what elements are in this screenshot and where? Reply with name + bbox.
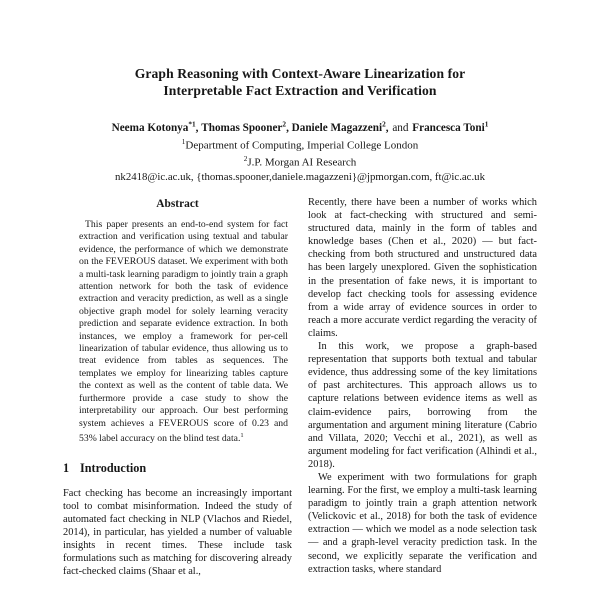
abstract-heading: Abstract (156, 198, 199, 210)
author-separator: , (385, 121, 389, 134)
section-heading-introduction (63, 461, 292, 476)
affiliation-1 (0, 135, 600, 153)
author-byline (0, 117, 600, 135)
right-column (308, 196, 537, 576)
author-emails: nk2418@ic.ac.uk, {thomas.spooner,daniele.magazzeni}@jpmorgan.com, ft@ic.ac.uk (115, 171, 485, 184)
section-number: 1 (63, 460, 70, 475)
body-paragraph-1: Recently, there have been a number of works which look at fact-checking with structured and semi-structured data, mainly in the form of tables and knowledge bases (Chen et al., 2020) — but fact-checking from both structured and unstructured data has been largely unexplored. Given the sophistication in the presentation of fake news, it is important to develop fact checking tools for assessing evidence from a wide array of evidence sources in order to reach a more accurate verdict regarding the veracity of claims. (308, 197, 537, 339)
affiliation-superscript: 2 (243, 154, 248, 164)
paper-title-line-2: Interpretable Fact Extraction and Verification (163, 82, 437, 98)
paper-header (0, 66, 600, 184)
author-superscript: *1 (188, 119, 196, 128)
body-paragraph-2: In this work, we propose a graph-based representation that supports both textual and tabular evidence, thus addressing some of the key limitations of past architectures. This approach allows us to capture relations between evidence items as well as claim-evidence pairs, borrowing from the argumentation and argument mining literature (Cabrio and Villata, 2020; Vecchi et al., 2021), as well as argument modeling for fact verification (Alhindi et al., 2018). (308, 341, 537, 470)
footnote-marker: 1 (240, 431, 244, 439)
author-2 (201, 119, 289, 134)
body-paragraph-3: We experiment with two formulations for graph learning. For the first, we employ a multi-task learning paradigm to jointly train a graph attention network (Velickovic et al., 2018) for both the task of evidence extraction — which we model as a node selection task — and a graph-level veracity prediction task. In the second, we explicitly separate the verification and extraction tasks, where standard (308, 471, 537, 575)
abstract-text (79, 219, 288, 446)
author-separator: , (286, 121, 289, 134)
author-name: Neema Kotonya (111, 121, 189, 134)
and-word: and (392, 121, 409, 134)
section-title: Introduction (80, 460, 147, 475)
author-3 (291, 119, 389, 134)
author-superscript: 2 (382, 119, 386, 128)
affiliation-text: J.P. Morgan AI Research (247, 157, 357, 170)
affiliation-2 (0, 152, 600, 170)
author-1 (111, 119, 199, 134)
author-superscript: 2 (282, 119, 287, 128)
author-separator: , (195, 121, 199, 134)
left-column (63, 196, 292, 578)
affiliation-superscript: 1 (181, 136, 186, 146)
affiliation-text: Department of Computing, Imperial College London (185, 139, 419, 152)
author-4 (412, 119, 489, 134)
abstract-body-text: This paper presents an end-to-end system for fact extraction and verification using textual and tabular evidence, the performance of which we demonstrate on the FEVEROUS dataset. We experiment with both a multi-task learning paradigm to jointly train a graph attention network for both the task of evidence extraction and veracity prediction, as well as a single objective graph model for solely learning veracity prediction and separate evidence extraction. In both instances, we employ a framework for per-cell linearization of tabular evidence, thus allowing us to treat evidence from tables as sequences. The templates we employ for linearizing tables capture the context as well as the content of table data. We furthermore provide a case study to show the interpretability our approach. Our best performing system achieves a FEVEROUS score of 0.23 and 53% label accuracy on the blind test data. (79, 219, 288, 445)
paper-title-line-1: Graph Reasoning with Context-Aware Linearization for (134, 66, 466, 81)
author-name: Francesca Toni (412, 121, 485, 134)
author-name: Thomas Spooner (201, 121, 283, 134)
author-name: Daniele Magazzeni (291, 121, 383, 134)
intro-paragraph-1: Fact checking has become an increasingly important tool to combat misinformation. Indeed the study of automated fact checking in NLP (Vlachos and Riedel, 2014), in particular, has yielded a number of valuable insights in recent times. These include task formulations such as matching for discovering already fact-checked claims (Shaar et al., (63, 487, 292, 578)
author-superscript: 1 (484, 119, 489, 128)
